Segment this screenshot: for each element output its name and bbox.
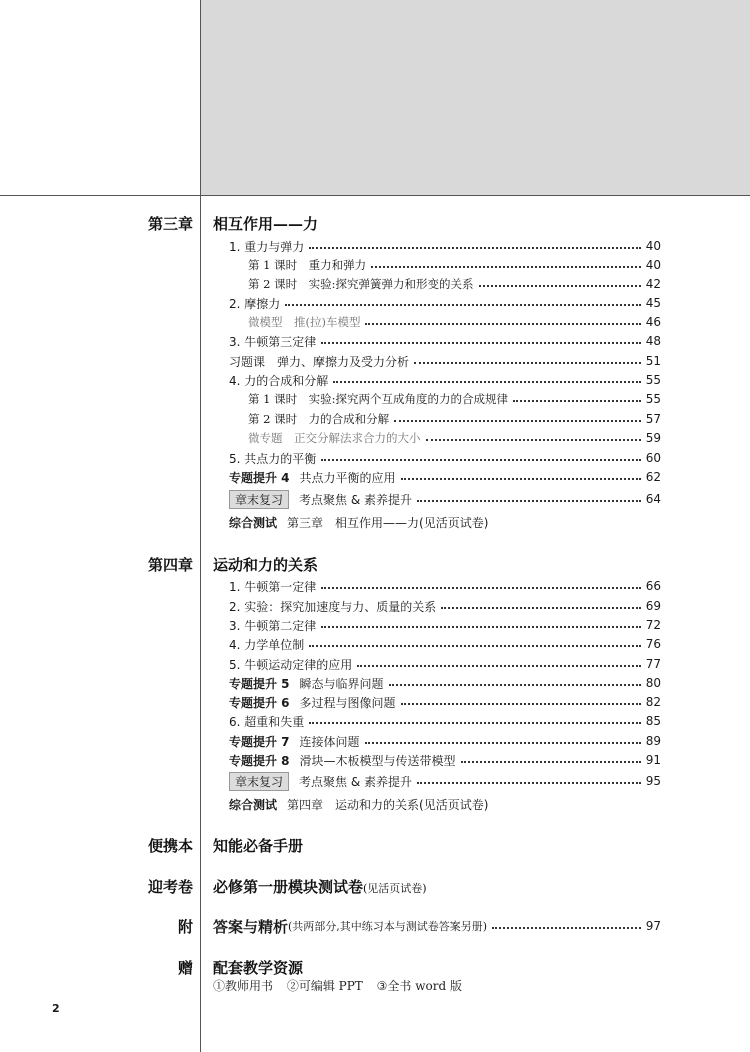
appendix-title: 答案与精析 (213, 917, 289, 936)
toc-entry-label: 5. 牛顿运动定律的应用 (229, 657, 353, 672)
dot-leader (309, 247, 640, 249)
toc-entry-label: 考点聚焦 & 素养提升 (299, 774, 413, 789)
toc-entry[interactable] (248, 256, 661, 274)
gift-title: 配套教学资源 (213, 959, 304, 977)
toc-entry-tag: 专题提升 5 (229, 676, 290, 691)
toc-entry-label: 2. 摩擦力 (229, 296, 281, 311)
dot-leader (401, 478, 641, 480)
toc-entry-label: 滑块—木板模型与传送带模型 (299, 753, 456, 768)
toc-entry[interactable] (229, 655, 661, 673)
toc-entry[interactable] (229, 616, 661, 634)
toc-entry[interactable] (248, 429, 661, 447)
header-divider (0, 195, 750, 196)
comprehensive-test-text: 第四章 运动和力的关系(见活页试卷) (287, 798, 489, 812)
dot-leader (365, 742, 641, 744)
resource-list (213, 977, 472, 994)
toc-entry-page: 46 (645, 315, 661, 329)
toc-entry-label: 5. 共点力的平衡 (229, 451, 317, 466)
toc-entry-label: 微专题 正交分解法求合力的大小 (248, 431, 421, 445)
toc-entry-page: 80 (645, 676, 661, 690)
toc-entry[interactable] (229, 751, 661, 769)
toc-entry[interactable] (229, 712, 661, 730)
dot-leader (417, 500, 641, 502)
toc-entry[interactable] (229, 732, 661, 750)
comprehensive-test[interactable] (229, 796, 488, 814)
chapter-3-title: 相互作用——力 (213, 215, 319, 233)
toc-entry-label: 连接体问题 (299, 734, 360, 749)
toc-entry-page: 89 (645, 734, 661, 748)
comprehensive-test[interactable] (229, 514, 488, 532)
toc-entry-page: 76 (645, 637, 661, 651)
exam-label: 迎考卷 (147, 878, 193, 896)
toc-entry-page: 48 (645, 334, 661, 348)
toc-entry-page: 40 (645, 239, 661, 253)
toc-entry-label: 6. 超重和失重 (229, 714, 305, 729)
toc-entry[interactable] (229, 294, 661, 312)
dot-leader (285, 304, 640, 306)
dot-leader (461, 761, 641, 763)
dot-leader (321, 459, 640, 461)
toc-entry-page: 77 (645, 657, 661, 671)
dot-leader (426, 439, 641, 441)
resource-item: ②可编辑 PPT (286, 979, 363, 993)
toc-entry-label: 1. 重力与弹力 (229, 239, 305, 254)
toc-entry[interactable] (229, 490, 661, 508)
toc-entry-page: 95 (645, 774, 661, 788)
toc-entry-page: 72 (645, 618, 661, 632)
toc-entry[interactable] (229, 674, 661, 692)
dot-leader (417, 782, 641, 784)
toc-entry-tag: 专题提升 6 (229, 695, 290, 710)
toc-entry-page: 69 (645, 599, 661, 613)
toc-entry-page: 91 (645, 753, 661, 767)
comprehensive-test-tag: 综合测试 (229, 516, 278, 530)
toc-entry[interactable] (229, 577, 661, 595)
toc-entry-tag: 专题提升 8 (229, 753, 290, 768)
dot-leader (401, 703, 641, 705)
toc-entry[interactable] (229, 237, 661, 255)
toc-entry-page: 64 (645, 492, 661, 506)
toc-entry[interactable] (229, 449, 661, 467)
resource-item: ③全书 word 版 (376, 979, 462, 993)
toc-entry[interactable] (248, 390, 661, 408)
dot-leader (394, 420, 641, 422)
comprehensive-test-tag: 综合测试 (229, 798, 278, 812)
toc-entry[interactable] (229, 597, 661, 615)
dot-leader (441, 607, 640, 609)
dot-leader (309, 645, 640, 647)
toc-entry-label: 微模型 推(拉)车模型 (248, 315, 361, 329)
portable-title[interactable]: 知能必备手册 (213, 837, 304, 855)
resource-item: ①教师用书 (213, 979, 274, 993)
dot-leader (357, 665, 640, 667)
chapter-3-label: 第三章 (147, 215, 193, 233)
dot-leader (365, 323, 640, 325)
toc-entry-label: 多过程与图像问题 (299, 695, 396, 710)
toc-entry-page: 60 (645, 451, 661, 465)
chapter-review-badge: 章末复习 (229, 490, 289, 509)
dot-leader (333, 381, 640, 383)
toc-entry[interactable] (229, 371, 661, 389)
toc-entry-tag: 专题提升 4 (229, 470, 290, 485)
toc-entry-label: 第 1 课时 重力和弹力 (248, 258, 367, 272)
chapter-review-badge: 章末复习 (229, 772, 289, 791)
toc-entry-page: 62 (645, 470, 661, 484)
exam-title-text: 必修第一册模块测试卷 (213, 878, 364, 896)
dot-leader (321, 342, 640, 344)
toc-entry-label: 3. 牛顿第三定律 (229, 334, 317, 349)
appendix-label: 附 (177, 918, 193, 936)
toc-entry[interactable] (229, 468, 661, 486)
toc-entry-tag: 专题提升 7 (229, 734, 290, 749)
toc-entry[interactable] (248, 313, 661, 331)
chapter-4-label: 第四章 (147, 556, 193, 574)
toc-entry[interactable] (229, 772, 661, 790)
toc-entry[interactable] (248, 410, 661, 428)
toc-entry[interactable] (229, 352, 661, 370)
dot-leader (513, 400, 641, 402)
appendix-page: 97 (645, 919, 661, 933)
toc-entry-page: 55 (645, 392, 661, 406)
dot-leader (389, 684, 641, 686)
toc-entry-label: 4. 力的合成和分解 (229, 373, 329, 388)
dot-leader (309, 722, 640, 724)
dot-leader (321, 626, 640, 628)
toc-entry-page: 59 (645, 431, 661, 445)
toc-entry-page: 82 (645, 695, 661, 709)
column-divider (200, 0, 201, 1052)
toc-entry-page: 85 (645, 714, 661, 728)
dot-leader (479, 285, 641, 287)
toc-entry-page: 57 (645, 412, 661, 426)
toc-entry-page: 42 (645, 277, 661, 291)
toc-entry-label: 考点聚焦 & 素养提升 (299, 492, 413, 507)
exam-title[interactable] (213, 876, 427, 897)
portable-label: 便携本 (147, 837, 193, 855)
toc-entry[interactable] (229, 332, 661, 350)
toc-entry-label: 共点力平衡的应用 (299, 470, 396, 485)
gift-label: 赠 (177, 959, 193, 977)
toc-entry-label: 第 1 课时 实验:探究两个互成角度的力的合成规律 (248, 392, 508, 406)
chapter-4-title: 运动和力的关系 (213, 556, 319, 574)
toc-entry[interactable] (229, 635, 661, 653)
toc-entry[interactable] (229, 693, 661, 711)
appendix-note: (共两部分,其中练习本与测试卷答案另册) (288, 920, 488, 933)
toc-entry-label: 2. 实验：探究加速度与力、质量的关系 (229, 599, 437, 614)
dot-leader (492, 927, 641, 929)
dot-leader (371, 266, 641, 268)
toc-entry-page: 55 (645, 373, 661, 387)
toc-entry[interactable] (248, 275, 661, 293)
header-gray-panel (201, 0, 750, 196)
toc-entry-page: 40 (645, 258, 661, 272)
toc-entry-label: 4. 力学单位制 (229, 637, 305, 652)
toc-entry-page: 66 (645, 579, 661, 593)
appendix-entry[interactable] (213, 916, 661, 936)
toc-entry-label: 第 2 课时 实验:探究弹簧弹力和形变的关系 (248, 277, 474, 291)
dot-leader (414, 362, 641, 364)
toc-entry-page: 45 (645, 296, 661, 310)
dot-leader (321, 587, 640, 589)
toc-entry-label: 瞬态与临界问题 (299, 676, 384, 691)
toc-entry-page: 51 (645, 354, 661, 368)
comprehensive-test-text: 第三章 相互作用——力(见活页试卷) (287, 516, 489, 530)
toc-entry-label: 习题课 弹力、摩擦力及受力分析 (229, 354, 410, 369)
page-number: 2 (52, 1002, 60, 1015)
toc-entry-label: 1. 牛顿第一定律 (229, 579, 317, 594)
toc-entry-label: 3. 牛顿第二定律 (229, 618, 317, 633)
toc-entry-label: 第 2 课时 力的合成和分解 (248, 412, 390, 426)
exam-note: (见活页试卷) (363, 882, 427, 895)
